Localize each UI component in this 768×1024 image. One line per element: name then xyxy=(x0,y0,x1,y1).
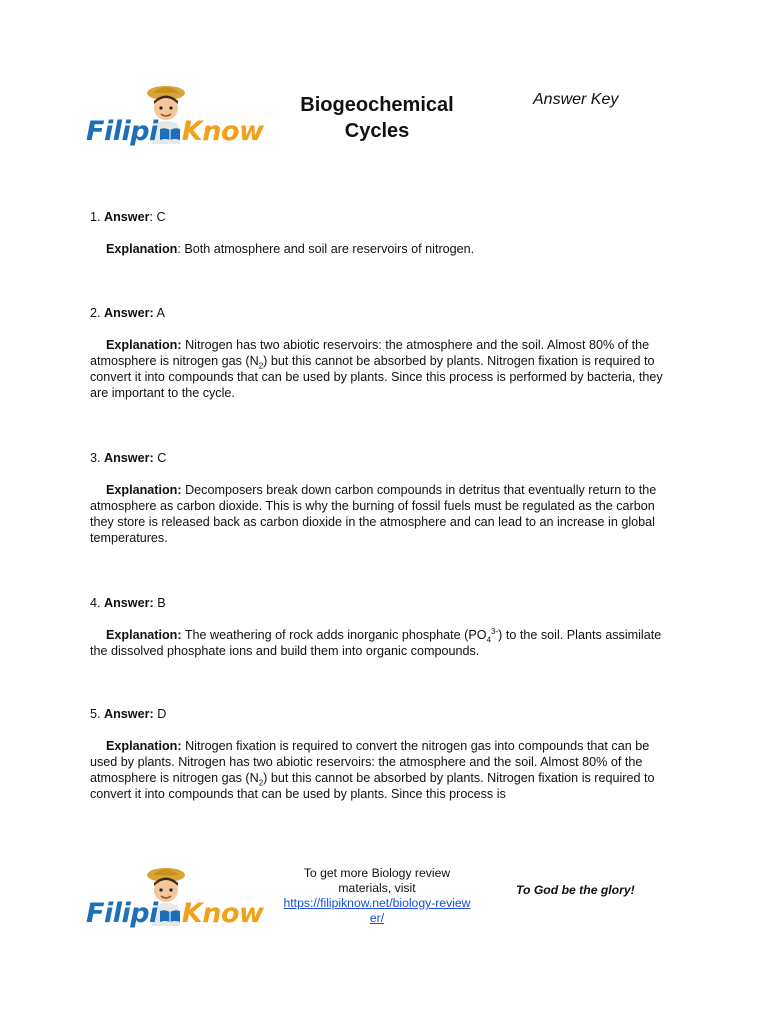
logo-text-filipi: Filipi xyxy=(86,116,158,147)
filipiknow-footer-logo xyxy=(86,866,264,956)
filipiknow-logo xyxy=(86,84,264,174)
page-title xyxy=(280,92,474,144)
answer-item-5 xyxy=(90,706,680,802)
superscript: 3- xyxy=(491,626,499,636)
footer-link[interactable]: https://filipiknow.net/biology-reviewer/ xyxy=(283,896,471,925)
explanation-text: Nitrogen has two abiotic reservoirs: the atmosphere and the soil. Almost 80% of the atmosphere is nitrogen gas (N xyxy=(90,338,650,368)
explanation-text-cont: ) to the soil. Plants assimilate the dissolved phosphate ions and build them into organic compounds. xyxy=(90,628,662,658)
explanation xyxy=(90,482,680,546)
item-number: 1. xyxy=(90,210,101,224)
answer-value: D xyxy=(153,707,167,721)
title-line-1: Biogeochemical xyxy=(300,94,454,116)
explanation xyxy=(90,337,680,401)
explanation-label: Explanation: xyxy=(106,483,182,497)
answer-value: B xyxy=(153,596,166,610)
answer-label: Answer xyxy=(104,210,150,224)
subscript: 2 xyxy=(258,361,264,371)
logo-text-know: Know xyxy=(181,116,264,147)
explanation-text-cont: ) but this cannot be absorbed by plants. Nitrogen fixation is required to convert it into compounds that can be used by plants. Since this process is performed by bacteria, they are important to the cycle. xyxy=(90,354,663,400)
explanation-label: Explanation: xyxy=(106,338,182,352)
answer-line xyxy=(90,209,680,225)
explanation-text: Decomposers break down carbon compounds in detritus that eventually return to the atmosphere as carbon dioxide. This is why the burning of fossil fuels must be regulated as the carbon they store is released back as carbon dioxide in the atmosphere and can lead to an increase in global temperatures. xyxy=(90,483,657,545)
logo-text-filipi: Filipi xyxy=(86,898,158,929)
footer-promo xyxy=(282,866,472,926)
answer-label: Answer: xyxy=(104,306,154,320)
answer-label: Answer: xyxy=(104,596,154,610)
answer-line xyxy=(90,450,680,466)
answer-value: : C xyxy=(149,210,166,224)
title-line-2: Cycles xyxy=(344,120,410,142)
answer-label: Answer: xyxy=(104,451,154,465)
explanation-text: : Both atmosphere and soil are reservoirs of nitrogen. xyxy=(177,242,475,256)
answer-line xyxy=(90,305,680,321)
logo-text-know: Know xyxy=(181,898,264,929)
explanation xyxy=(90,627,680,659)
answer-item-4 xyxy=(90,595,680,659)
answer-line xyxy=(90,595,680,611)
answer-item-2 xyxy=(90,305,680,401)
footer-promo-text: To get more Biology review materials, visit xyxy=(303,866,451,895)
book-icon xyxy=(159,127,181,141)
answer-label: Answer: xyxy=(104,707,154,721)
explanation-label: Explanation: xyxy=(106,628,182,642)
explanation xyxy=(90,241,680,257)
answer-item-3 xyxy=(90,450,680,546)
explanation-label: Explanation xyxy=(106,242,178,256)
answer-value: C xyxy=(153,451,167,465)
explanation-label: Explanation: xyxy=(106,739,182,753)
item-number: 3. xyxy=(90,451,101,465)
item-number: 2. xyxy=(90,306,101,320)
explanation-text: The weathering of rock adds inorganic phosphate (PO xyxy=(181,628,487,642)
item-number: 4. xyxy=(90,596,101,610)
explanation-text-cont: ) but this cannot be absorbed by plants. Nitrogen fixation is required to convert it into compounds that can be used by plants. Since this process is xyxy=(90,771,655,801)
explanation xyxy=(90,738,680,802)
subscript: 2 xyxy=(258,778,264,788)
explanation-text: Nitrogen fixation is required to convert the nitrogen gas into compounds that can be used by plants. Nitrogen has two abiotic reservoirs: the atmosphere and the soil. Almost 80% of the atmosphere is nitrogen gas (N xyxy=(90,739,650,785)
item-number: 5. xyxy=(90,707,101,721)
answer-key-label: Answer Key xyxy=(533,91,619,108)
answer-item-1 xyxy=(90,209,680,257)
book-icon xyxy=(159,909,181,923)
answer-line xyxy=(90,706,680,722)
subscript: 4 xyxy=(486,635,492,645)
answer-value: A xyxy=(153,306,165,320)
footer-glory: To God be the glory! xyxy=(516,883,635,897)
